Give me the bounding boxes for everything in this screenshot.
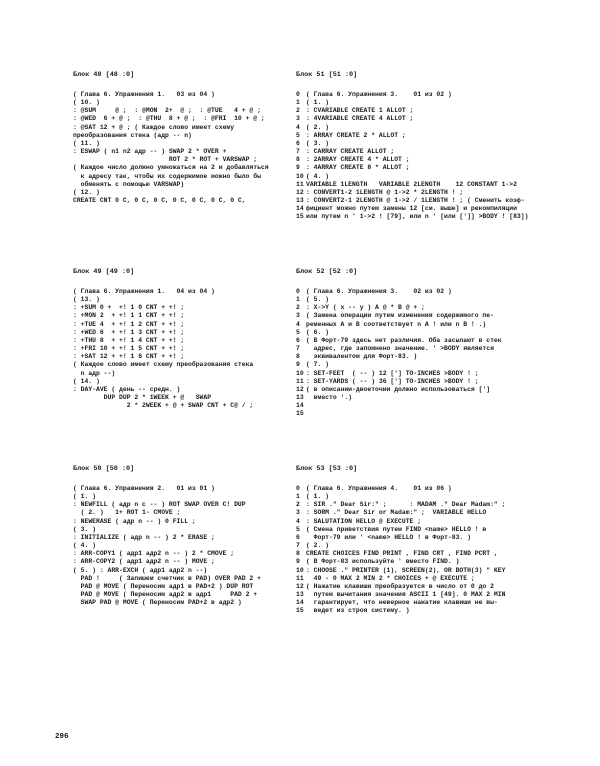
line-text: ( Нажатие клавиши преобразуется в число от 0 до 2	[306, 582, 494, 590]
code-line: : +SUM 0 + +! 1 0 CNT + +! ;	[73, 304, 185, 312]
code-line	[296, 173, 561, 181]
code-line	[296, 148, 561, 156]
line-number: 0	[296, 91, 300, 98]
code-line	[296, 321, 561, 329]
line-number: 5	[296, 525, 300, 533]
code-listing	[296, 485, 561, 616]
line-text	[306, 410, 561, 418]
code-line	[296, 534, 561, 542]
code-line: ( 13. )	[73, 296, 100, 304]
code-line	[296, 181, 561, 189]
block-title: Блок 51 [51 :0]	[296, 71, 358, 79]
line-text: : CONVERT2-1 2LENGTH @ 1->2 / 1LENGTH ! ; ( Сменить коэф-	[306, 197, 525, 205]
code-line: : INITIALIZE ( адр n -- ) 2 * ERASE ;	[73, 533, 215, 541]
line-text: гарантирует, что неверное нажатие клавиши не вы-	[306, 599, 498, 607]
code-line: PAD @ MOVE ( Переносим адр1 в PAD+2 ) DUP ROT	[73, 582, 254, 590]
line-number: 12	[296, 188, 304, 196]
code-line	[296, 213, 561, 221]
line-text: : CVARIABLE CREATE 1 ALLOT ;	[306, 107, 414, 115]
line-text: эквивалентом для Форт-83. )	[306, 353, 418, 361]
code-block-52	[296, 268, 561, 419]
code-line: ( Глава 6. Упражнения 1. 04 из 04 )	[73, 288, 215, 295]
line-text: фициент можно путем замены 12 [см. выше] и рекомпиляции	[306, 205, 517, 213]
code-line	[296, 386, 561, 394]
code-block-53	[296, 465, 561, 616]
code-line	[296, 156, 561, 164]
code-line: : @SUM @ ; : @MON 2+ @ ; : @TUE 4 + @ ;	[73, 107, 261, 115]
line-number: 7	[296, 542, 300, 550]
code-line: ( Глава 6. Упражнения 1. 03 из 04 )	[73, 91, 215, 98]
code-line: : NEWERASE ( адр n -- ) 0 FILL ;	[73, 517, 196, 525]
line-number: 13	[296, 591, 304, 599]
line-text: ( В Форт-79 здесь нет различия. Оба засылают в стек	[306, 336, 502, 344]
code-line: к адресу так, чтобы их содержимое можно было бы	[73, 172, 261, 180]
code-line	[296, 353, 561, 361]
line-text: 49 - 0 MAX 2 MIN 2 * CHOICES + @ EXECUTE ;	[306, 574, 475, 582]
code-line: ( 14. )	[73, 377, 100, 385]
line-text: : SET-FEET ( -- ) 12 ['] TO-INCHES >BODY ! ;	[306, 369, 479, 377]
line-number: 3	[296, 509, 300, 517]
line-number: 12	[296, 385, 304, 393]
code-line: : ESWAP ( n1 n2 адр -- ) SWAP 2 * OVER +	[73, 148, 227, 156]
line-number: 10	[296, 369, 304, 377]
code-line	[296, 378, 561, 386]
line-number: 9	[296, 361, 300, 369]
code-line: : +WED 6 + +! 1 3 CNT + +! ;	[73, 328, 185, 336]
code-line	[296, 197, 561, 205]
line-number: 2	[296, 107, 300, 115]
line-text	[306, 402, 561, 410]
line-text: : CARRAY CREATE ALLOT ;	[306, 148, 395, 156]
code-line: : +SAT 12 + +! 1 6 CNT + +! ;	[73, 353, 185, 361]
line-text: CREATE CHOICES FIND PRINT , FIND CRT , FIND PCRT ,	[306, 550, 498, 558]
code-line: ( 1. )	[73, 493, 97, 501]
line-number: 6	[296, 139, 300, 147]
code-block-51	[296, 71, 561, 222]
code-line: PAD ! ( Запишем счетчик в PAD) OVER PAD 2 +	[73, 574, 261, 582]
code-line: ( 5. ) : ARR-EXCH ( адр1 адр2 n --)	[73, 566, 208, 574]
code-line	[296, 205, 561, 213]
code-line	[296, 99, 561, 107]
line-text: Форт-79 или ' <name> HELLO ! в Форт-83. )	[306, 533, 471, 541]
code-line: ( 4. )	[73, 542, 97, 550]
code-line	[296, 124, 561, 132]
line-text: ( Смена приветствия путем FIND <name> HELLO ! в	[306, 525, 487, 533]
line-text: : 4VARIABLE CREATE 4 ALLOT ;	[306, 115, 414, 123]
code-line: ( Глава 6. Упражнения 2. 01 из 01 )	[73, 485, 215, 492]
line-number: 1	[296, 296, 300, 304]
code-line	[296, 288, 561, 296]
block-title: Блок 53 [53 :0]	[296, 465, 358, 473]
code-listing	[296, 91, 561, 222]
line-number: 0	[296, 288, 300, 295]
line-text: : CONVERT1-2 1LENGTH @ 1->2 * 2LENGTH ! ;	[306, 188, 464, 196]
code-line: ROT 2 * ROT + VARSWAP ;	[73, 156, 258, 164]
line-number: 3	[296, 312, 300, 320]
code-line	[296, 558, 561, 566]
line-number: 11	[296, 180, 304, 188]
code-line: ( 3. )	[73, 525, 97, 533]
line-number: 15	[296, 607, 304, 615]
code-line	[296, 607, 561, 615]
line-text: : SALUTATION HELLO @ EXECUTE ;	[306, 517, 422, 525]
line-text: ( 6. )	[306, 328, 330, 336]
code-line: CREATE CNT 0 C, 0 C, 0 C, 0 C, 0 C, 0 C, 0 C,	[73, 197, 246, 205]
code-line: : @SAT 12 + @ ; ( Каждое слово имеет схему	[73, 123, 235, 131]
line-text: или путем n ' 1->2 ! [79], или n ' [или [']] >BODY ! [83])	[306, 213, 529, 221]
code-line	[296, 337, 561, 345]
line-text: : CHOOSE ." PRINTER (1), SCREEN(2), OR BOTH(3) " KEY	[306, 566, 506, 574]
code-line	[296, 132, 561, 140]
line-text: ( 1. )	[306, 493, 330, 501]
line-number: 2	[296, 304, 300, 312]
line-text: ( Глава 6. Упражнения 4. 01 из 06 )	[306, 485, 452, 492]
code-line: : +FRI 10 + +! 1 5 CNT + +! ;	[73, 345, 185, 353]
line-number: 15	[296, 410, 304, 418]
code-line	[296, 410, 561, 418]
line-number: 1	[296, 99, 300, 107]
code-line: ( 12. )	[73, 188, 100, 196]
code-line	[296, 312, 561, 320]
code-line	[296, 526, 561, 534]
line-text: ( Глава 6. Упражнения 3. 01 из 02 )	[306, 91, 452, 98]
code-line	[296, 567, 561, 575]
code-line: : +THU 8 + +! 1 4 CNT + +! ;	[73, 336, 185, 344]
line-number: 11	[296, 377, 304, 385]
code-line	[296, 329, 561, 337]
line-number: 13	[296, 394, 304, 402]
line-text: ( 2. )	[306, 123, 330, 131]
block-title: Блок 49 [49 :0]	[73, 268, 135, 276]
line-number: 15	[296, 213, 304, 221]
line-number: 6	[296, 336, 300, 344]
line-number: 8	[296, 156, 300, 164]
page-number: 296	[55, 733, 69, 741]
code-line: ( 10. )	[73, 99, 100, 107]
code-line	[296, 518, 561, 526]
line-number: 0	[296, 485, 300, 492]
line-text: VARIABLE 1LENGTH VARIABLE 2LENGTH 12 CONSTANT 1->2	[306, 180, 517, 188]
code-line: ( Каждое число должно умножаться на 2 и добавляться	[73, 164, 269, 172]
code-line	[296, 189, 561, 197]
line-number: 8	[296, 353, 300, 361]
line-text: : 4ARRAY CREATE 8 * ALLOT ;	[306, 164, 410, 172]
code-line	[296, 107, 561, 115]
code-line: обменять с помощью VARSWAP)	[73, 180, 185, 188]
line-text: : 2ARRAY CREATE 4 * ALLOT ;	[306, 156, 410, 164]
line-text: ( 4. )	[306, 172, 330, 180]
code-line	[296, 542, 561, 550]
code-line: PAD @ MOVE ( Переносим адр2 в адр1 PAD 2 +	[73, 591, 258, 599]
code-line	[296, 501, 561, 509]
line-text: ( Глава 6. Упражнения 3. 02 из 02 )	[306, 288, 452, 295]
code-line	[296, 485, 561, 493]
code-line	[296, 91, 561, 99]
line-text: : SIR ." Dear Sir:" ; : MADAM ." Dear Madam:" ;	[306, 501, 506, 509]
line-text: вместо '.)	[306, 394, 353, 402]
line-number: 13	[296, 197, 304, 205]
line-text: ведет из строя систему. )	[306, 607, 410, 615]
line-number: 4	[296, 320, 300, 328]
line-text: ( 5. )	[306, 296, 330, 304]
line-text: ( 2. )	[306, 542, 330, 550]
code-line	[296, 591, 561, 599]
code-line	[296, 402, 561, 410]
code-line	[296, 575, 561, 583]
block-title: Блок 52 [52 :0]	[296, 268, 358, 276]
code-line: : DAY-AVE ( день -- средн. )	[73, 385, 181, 393]
code-line: DUP DUP 2 * 1WEEK + @ SWAP	[73, 394, 212, 402]
line-number: 7	[296, 148, 300, 156]
code-line	[296, 493, 561, 501]
code-line	[296, 361, 561, 369]
line-number: 1	[296, 493, 300, 501]
code-line: ( 11. )	[73, 139, 100, 147]
line-text: ( 3. )	[306, 139, 330, 147]
code-line	[296, 509, 561, 517]
line-text: : ARRAY CREATE 2 * ALLOT ;	[306, 131, 406, 139]
code-line	[296, 583, 561, 591]
code-line	[296, 164, 561, 172]
code-line: : ARR-COPY1 ( адр1 адр2 n -- ) 2 * CMOVE ;	[73, 550, 235, 558]
code-line: ( 2. ) 1+ ROT 1- CMOVE ;	[73, 509, 181, 517]
line-number: 5	[296, 131, 300, 139]
line-number: 8	[296, 550, 300, 558]
line-number: 9	[296, 164, 300, 172]
line-number: 2	[296, 501, 300, 509]
line-number: 7	[296, 345, 300, 353]
line-number: 10	[296, 566, 304, 574]
code-line	[296, 296, 561, 304]
code-line: ( Каждое слово имеет схему преобразования стека	[73, 361, 254, 369]
line-text: ( 1. )	[306, 99, 330, 107]
code-line	[296, 140, 561, 148]
code-line: n адр --)	[73, 369, 116, 377]
block-title: Блок 48 [48 :0]	[73, 71, 135, 79]
code-line	[296, 304, 561, 312]
line-number: 14	[296, 205, 304, 213]
line-text: ( 7. )	[306, 361, 330, 369]
line-text: ( в описании-двоеточии должно использоваться [']	[306, 385, 491, 393]
line-text: ( В Форт-83 используйте ' вместо FIND. )	[306, 558, 460, 566]
code-line: : ARR-COPY2 ( адр1 адр2 n -- ) MOVE ;	[73, 558, 215, 566]
line-text: : SET-YARDS ( -- ) 36 ['] TO-INCHES >BODY ! ;	[306, 377, 479, 385]
line-number: 14	[296, 402, 304, 410]
code-line: 2 * 2WEEK + @ + SWAP CNT + C@ / ;	[73, 402, 254, 410]
code-line: : +TUE 4 + +! 1 2 CNT + +! ;	[73, 320, 185, 328]
line-number: 5	[296, 328, 300, 336]
line-number: 4	[296, 123, 300, 131]
line-number: 6	[296, 533, 300, 541]
code-line: преобразования стека (адр -- n)	[73, 131, 192, 139]
code-listing	[296, 288, 561, 419]
block-title: Блок 50 [50 :0]	[73, 465, 135, 473]
code-line: : NEWFILL ( адр n c -- ) ROT SWAP OVER C! DUP	[73, 501, 246, 509]
line-text: ременных A и B соответствует n A ! или n B ! .)	[306, 320, 487, 328]
line-number: 10	[296, 172, 304, 180]
code-line	[296, 345, 561, 353]
line-number: 3	[296, 115, 300, 123]
code-line: SWAP PAD @ MOVE ( Переносим PAD+2 в адр2 )	[73, 599, 242, 607]
line-number: 9	[296, 558, 300, 566]
line-number: 14	[296, 599, 304, 607]
code-line: : @WED 6 + @ ; : @THU 8 + @ ; : @FRI 10 + @ ;	[73, 115, 265, 123]
line-text: ( Замена операции путем изменения содержимого пе-	[306, 312, 494, 320]
code-line: : +MON 2 + +! 1 1 CNT + +! ;	[73, 312, 185, 320]
line-text: : SORM ." Dear Sir or Madam:" ; VARIABLE HELLO	[306, 509, 487, 517]
code-line	[296, 394, 561, 402]
line-text: : X->Y ( x -- y ) A @ * B @ + ;	[306, 304, 425, 312]
line-text: путем вычитания значения ASCII 1 [49]. 0 MAX 2 MIN	[306, 591, 506, 599]
line-number: 4	[296, 517, 300, 525]
line-text: адрес, где запомнено значение. ' >BODY является	[306, 345, 494, 353]
code-line	[296, 370, 561, 378]
line-number: 12	[296, 582, 304, 590]
line-number: 11	[296, 574, 304, 582]
code-line	[296, 599, 561, 607]
code-line	[296, 115, 561, 123]
